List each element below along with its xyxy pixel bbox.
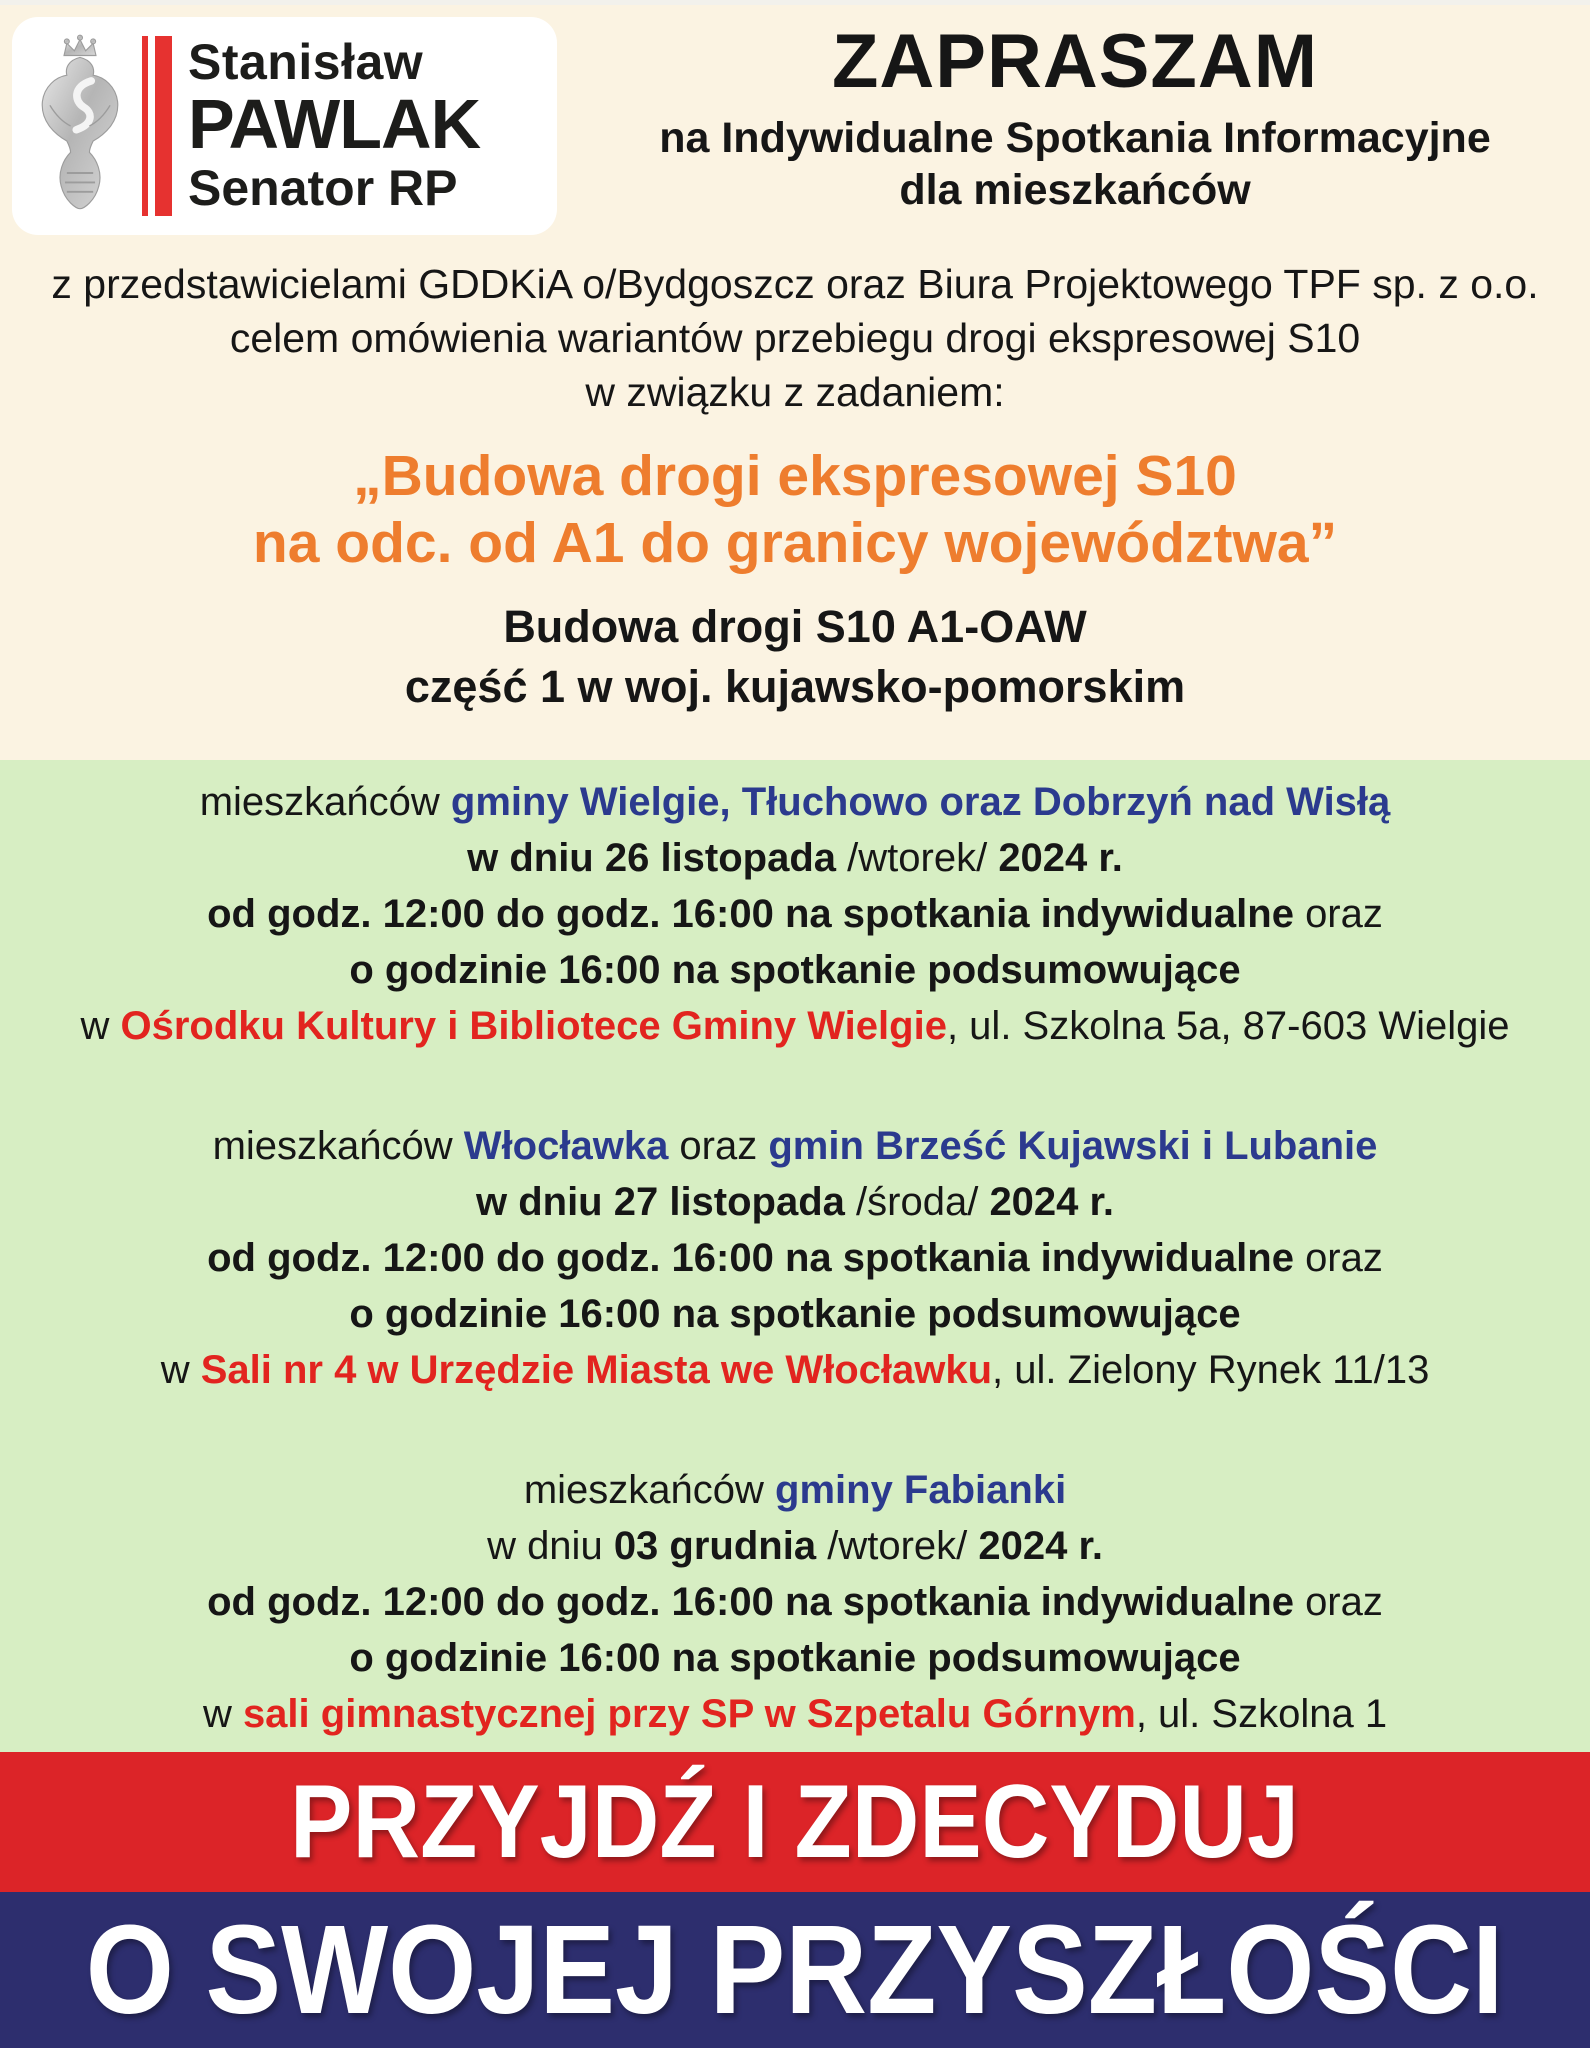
flag-stripe-icon xyxy=(142,36,172,216)
meeting-venue xyxy=(0,1342,1590,1398)
text-segment: 2024 r. xyxy=(998,836,1123,880)
text-segment: /środa/ xyxy=(856,1180,990,1224)
meeting-audience xyxy=(0,1462,1590,1518)
text-segment: gminy Fabianki xyxy=(775,1468,1067,1512)
text-segment: mieszkańców xyxy=(199,780,451,824)
text-segment: od godz. 12:00 do godz. 16:00 na spotkania indywidualne xyxy=(207,1236,1306,1280)
text-segment: /wtorek/ xyxy=(847,836,999,880)
meeting-date xyxy=(0,830,1590,886)
meeting-audience xyxy=(0,774,1590,830)
meeting-venue xyxy=(0,998,1590,1054)
text-segment: w xyxy=(160,1348,201,1392)
text-segment: , ul. Zielony Rynek 11/13 xyxy=(992,1348,1430,1392)
senator-logo xyxy=(12,17,557,235)
project-title-line-2: na odc. od A1 do granicy województwa” xyxy=(252,511,1338,575)
text-segment: , ul. Szkolna 5a, 87-603 Wielgie xyxy=(946,1004,1510,1048)
senator-first-name: Stanisław xyxy=(188,34,424,90)
text-segment: , ul. Szkolna 1 xyxy=(1135,1692,1388,1736)
invite-subtitle-2: dla mieszkańców xyxy=(899,166,1251,214)
invite-subtitle-1: na Indywidualne Spotkania Informacyjne xyxy=(659,114,1491,162)
meeting-date xyxy=(0,1518,1590,1574)
text-segment: 03 grudnia xyxy=(613,1524,828,1568)
text-segment: oraz xyxy=(668,1124,769,1168)
meetings-section xyxy=(0,760,1590,1752)
text-segment: mieszkańców xyxy=(212,1124,464,1168)
text-segment: gminy Wielgie, Tłuchowo oraz Dobrzyń nad Wisłą xyxy=(450,780,1391,824)
senator-title: Senator RP xyxy=(188,160,458,216)
meeting-summary xyxy=(0,942,1590,998)
project-subtitle xyxy=(0,597,1590,717)
meeting-date xyxy=(0,1174,1590,1230)
meeting-block-wloclawek xyxy=(0,1118,1590,1398)
text-segment: w dniu 26 listopada xyxy=(467,836,848,880)
intro-paragraph xyxy=(0,257,1590,419)
text-segment: 2024 r. xyxy=(989,1180,1115,1224)
text-segment: o godzinie 16:00 na spotkanie podsumowujące xyxy=(349,1636,1241,1680)
text-segment: oraz xyxy=(1305,1580,1383,1624)
text-segment: 2024 r. xyxy=(978,1524,1103,1568)
intro-line-2: celem omówienia wariantów przebiegu drogi ekspresowej S10 xyxy=(229,315,1361,361)
meeting-hours xyxy=(0,886,1590,942)
meeting-audience xyxy=(0,1118,1590,1174)
text-segment: w xyxy=(80,1004,121,1048)
text-segment: od godz. 12:00 do godz. 16:00 na spotkania indywidualne xyxy=(207,892,1306,936)
text-segment: oraz xyxy=(1305,1236,1383,1280)
eagle-icon xyxy=(32,32,128,220)
banner-navy-text: O SWOJEJ PRZYSZŁOŚCI xyxy=(86,1899,1504,2040)
project-subtitle-line-2: część 1 w woj. kujawsko-pomorskim xyxy=(404,661,1186,712)
intro-line-1: z przedstawicielami GDDKiA o/Bydgoszcz oraz Biura Projektowego TPF sp. z o.o. xyxy=(51,261,1539,307)
meeting-summary xyxy=(0,1630,1590,1686)
project-subtitle-line-1: Budowa drogi S10 A1-OAW xyxy=(503,601,1087,652)
text-segment: Włocławka xyxy=(463,1124,669,1168)
text-segment: /wtorek/ xyxy=(827,1524,979,1568)
text-segment: sali gimnastycznej przy SP w Szpetalu Górnym xyxy=(242,1692,1136,1736)
banner-red xyxy=(0,1752,1590,1892)
meeting-summary xyxy=(0,1286,1590,1342)
text-segment: w dniu 27 listopada xyxy=(475,1180,857,1224)
text-segment: od godz. 12:00 do godz. 16:00 na spotkania indywidualne xyxy=(207,1580,1306,1624)
meeting-block-fabianki xyxy=(0,1462,1590,1742)
text-segment: o godzinie 16:00 na spotkanie podsumowujące xyxy=(349,1292,1241,1336)
project-title xyxy=(0,443,1590,577)
text-segment: o godzinie 16:00 na spotkanie podsumowujące xyxy=(349,948,1241,992)
banner-navy xyxy=(0,1892,1590,2048)
intro-line-3: w związku z zadaniem: xyxy=(585,369,1005,415)
meeting-block-wielgie xyxy=(0,774,1590,1054)
meeting-venue xyxy=(0,1686,1590,1742)
project-title-line-1: „Budowa drogi ekspresowej S10 xyxy=(353,444,1237,508)
banner-red-text: PRZYJDŹ I ZDECYDUJ xyxy=(290,1764,1300,1880)
text-segment: w dniu xyxy=(487,1524,614,1568)
text-segment: gmin Brześć Kujawski i Lubanie xyxy=(768,1124,1378,1168)
senator-name-block xyxy=(188,36,480,216)
text-segment: Sali nr 4 w Urzędzie Miasta we Włocławku xyxy=(200,1348,993,1392)
invite-title: ZAPRASZAM xyxy=(831,19,1319,104)
meeting-hours xyxy=(0,1574,1590,1630)
senator-last-name: PAWLAK xyxy=(188,85,481,163)
invitation-block xyxy=(575,21,1575,215)
text-segment: w xyxy=(202,1692,243,1736)
meeting-hours xyxy=(0,1230,1590,1286)
text-segment: Ośrodku Kultury i Bibliotece Gminy Wielgie xyxy=(120,1004,947,1048)
text-segment: mieszkańców xyxy=(523,1468,776,1512)
text-segment: oraz xyxy=(1305,892,1383,936)
header-section xyxy=(0,5,1590,760)
